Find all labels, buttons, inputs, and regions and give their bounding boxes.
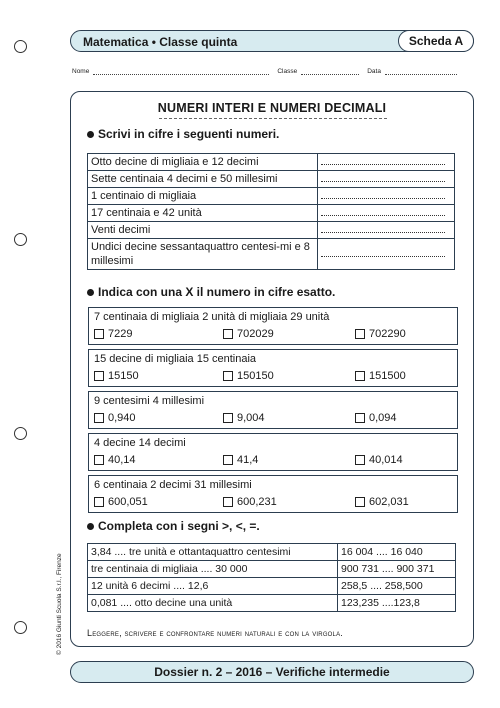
table-row — [88, 171, 455, 188]
choice-question: 7 centinaia di migliaia 2 unità di migliaia 29 unità — [94, 311, 330, 323]
section2-instruction-text: Indica con una X il numero in cifre esatto. — [98, 285, 336, 299]
prompt-cell: 17 centinaia e 42 unità — [88, 205, 318, 222]
checkbox[interactable] — [94, 455, 104, 465]
table-row — [88, 239, 455, 270]
header-title: Matematica • Classe quinta — [83, 35, 238, 49]
option-label: 9,004 — [237, 412, 265, 424]
prompt-cell: Sette centinaia 4 decimi e 50 millesimi — [88, 171, 318, 188]
option-label: 15150 — [108, 370, 139, 382]
table-row — [88, 188, 455, 205]
answer-cell[interactable] — [318, 171, 455, 188]
checkbox[interactable] — [355, 455, 365, 465]
checkbox[interactable] — [94, 329, 104, 339]
option-label: 40,14 — [108, 454, 136, 466]
page-header — [70, 30, 474, 52]
option-label: 600,231 — [237, 496, 277, 508]
checkbox[interactable] — [223, 329, 233, 339]
answer-cell[interactable] — [318, 154, 455, 171]
choice-option[interactable] — [223, 370, 274, 382]
choice-option[interactable] — [223, 328, 274, 340]
checkbox[interactable] — [94, 413, 104, 423]
binder-hole — [14, 233, 27, 246]
option-label: 150150 — [237, 370, 274, 382]
binder-hole — [14, 621, 27, 634]
choice-item — [88, 307, 458, 345]
option-label: 40,014 — [369, 454, 403, 466]
choice-option[interactable] — [94, 328, 132, 340]
table-row — [88, 154, 455, 171]
copyright-notice: © 2016 Giunti Scuola S.r.l., Firenze — [56, 553, 63, 655]
compare-cell[interactable]: tre centinaia di migliaia .... 30 000 — [88, 561, 338, 578]
option-label: 702029 — [237, 328, 274, 340]
checkbox[interactable] — [223, 413, 233, 423]
page-footer: Dossier n. 2 – 2016 – Verifiche intermedie — [70, 661, 474, 683]
bullet-icon — [87, 523, 94, 530]
answer-cell[interactable] — [318, 239, 455, 270]
choice-item — [88, 433, 458, 471]
checkbox[interactable] — [94, 497, 104, 507]
binder-hole — [14, 40, 27, 53]
bullet-icon — [87, 289, 94, 296]
choice-option[interactable] — [94, 496, 148, 508]
choice-question: 9 centesimi 4 millesimi — [94, 395, 205, 407]
table-row — [88, 544, 456, 561]
prompt-cell: Venti decimi — [88, 222, 318, 239]
option-label: 702290 — [369, 328, 406, 340]
choice-option[interactable] — [355, 496, 409, 508]
section1-instruction-text: Scrivi in cifre i seguenti numeri. — [98, 127, 280, 141]
option-label: 0,094 — [369, 412, 397, 424]
checkbox[interactable] — [223, 371, 233, 381]
checkbox[interactable] — [355, 413, 365, 423]
choice-option[interactable] — [355, 370, 406, 382]
binder-hole — [14, 427, 27, 440]
class-label: Classe — [277, 68, 298, 75]
choice-option[interactable] — [223, 454, 258, 466]
compare-cell[interactable]: 900 731 .... 900 371 — [338, 561, 456, 578]
write-digits-table — [87, 153, 455, 270]
answer-cell[interactable] — [318, 205, 455, 222]
compare-cell[interactable]: 123,235 ....123,8 — [338, 595, 456, 612]
choice-item — [88, 349, 458, 387]
date-label: Data — [367, 68, 381, 75]
prompt-cell: Undici decine sessantaquattro centesi-mi e 8 millesimi — [88, 239, 318, 270]
sheet-badge: Scheda A — [398, 30, 474, 52]
option-label: 600,051 — [108, 496, 148, 508]
option-label: 41,4 — [237, 454, 259, 466]
table-row — [88, 578, 456, 595]
checkbox[interactable] — [355, 497, 365, 507]
option-label: 151500 — [369, 370, 406, 382]
table-row — [88, 222, 455, 239]
worksheet-title: NUMERI INTERI E NUMERI DECIMALI — [157, 101, 387, 115]
checkbox[interactable] — [355, 371, 365, 381]
student-info-row — [72, 68, 457, 75]
choice-question: 4 decine 14 decimi — [94, 437, 186, 449]
section2-instruction — [87, 285, 335, 299]
table-row — [88, 561, 456, 578]
prompt-cell: 1 centinaio di migliaia — [88, 188, 318, 205]
section3-instruction — [87, 519, 260, 533]
answer-cell[interactable] — [318, 188, 455, 205]
learning-objective: Leggere, scrivere e confrontare numeri naturali e con la virgola. — [87, 628, 343, 638]
choice-option[interactable] — [355, 412, 397, 424]
choice-option[interactable] — [223, 496, 277, 508]
worksheet-body — [70, 91, 474, 647]
option-label: 602,031 — [369, 496, 409, 508]
compare-cell[interactable]: 0,081 .... otto decine una unità — [88, 595, 338, 612]
choice-option[interactable] — [355, 454, 403, 466]
section3-instruction-text: Completa con i segni >, <, =. — [98, 519, 260, 533]
compare-cell[interactable]: 16 004 .... 16 040 — [338, 544, 456, 561]
table-row — [88, 205, 455, 222]
prompt-cell: Otto decine di migliaia e 12 decimi — [88, 154, 318, 171]
option-label: 0,940 — [108, 412, 136, 424]
answer-cell[interactable] — [318, 222, 455, 239]
compare-table — [87, 543, 456, 612]
choice-item — [88, 475, 458, 513]
choice-question: 6 centinaia 2 decimi 31 millesimi — [94, 479, 252, 491]
name-label: Nome — [72, 68, 90, 75]
choice-question: 15 decine di migliaia 15 centinaia — [94, 353, 257, 365]
choice-option[interactable] — [94, 454, 136, 466]
choice-item — [88, 391, 458, 429]
section1-instruction — [87, 127, 279, 141]
date-field[interactable] — [385, 68, 457, 75]
compare-cell[interactable]: 258,5 .... 258,500 — [338, 578, 456, 595]
bullet-icon — [87, 131, 94, 138]
class-field[interactable] — [301, 68, 359, 75]
compare-cell[interactable]: 3,84 .... tre unità e ottantaquattro centesimi — [88, 544, 338, 561]
checkbox[interactable] — [355, 329, 365, 339]
checkbox[interactable] — [223, 455, 233, 465]
choice-option[interactable] — [355, 328, 406, 340]
checkbox[interactable] — [223, 497, 233, 507]
title-divider — [159, 118, 387, 119]
choice-option[interactable] — [94, 370, 139, 382]
name-field[interactable] — [93, 68, 269, 75]
choice-option[interactable] — [94, 412, 136, 424]
choice-option[interactable] — [223, 412, 265, 424]
table-row — [88, 595, 456, 612]
option-label: 7229 — [108, 328, 133, 340]
checkbox[interactable] — [94, 371, 104, 381]
compare-cell[interactable]: 12 unità 6 decimi .... 12,6 — [88, 578, 338, 595]
